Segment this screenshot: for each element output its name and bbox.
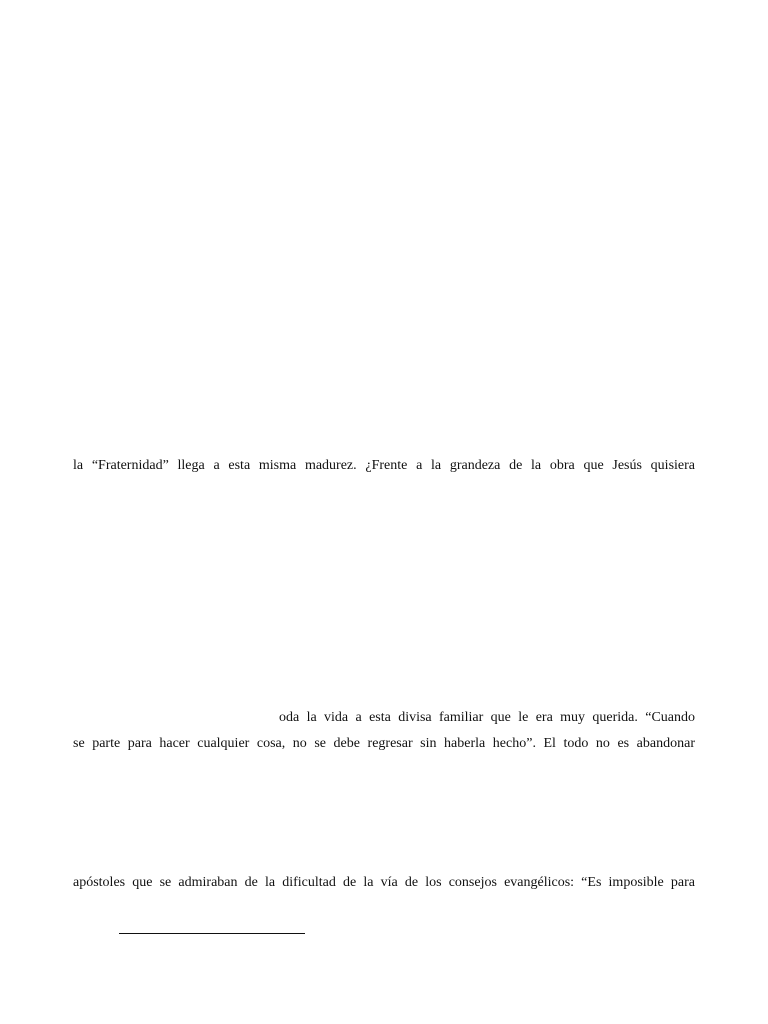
text-line: oda la vida a esta divisa familiar que le era muy querida. “Cuando	[279, 710, 695, 725]
text-line: se parte para hacer cualquier cosa, no se debe regresar sin haberla hecho”. El todo no es abandonar	[73, 736, 695, 751]
text-line: apóstoles que se admiraban de la dificultad de la vía de los consejos evangélicos: “Es imposible para	[73, 875, 695, 890]
footnote-separator	[119, 933, 305, 934]
text-line: la “Fraternidad” llega a esta misma madurez. ¿Frente a la grandeza de la obra que Jesús quisiera	[73, 458, 695, 473]
